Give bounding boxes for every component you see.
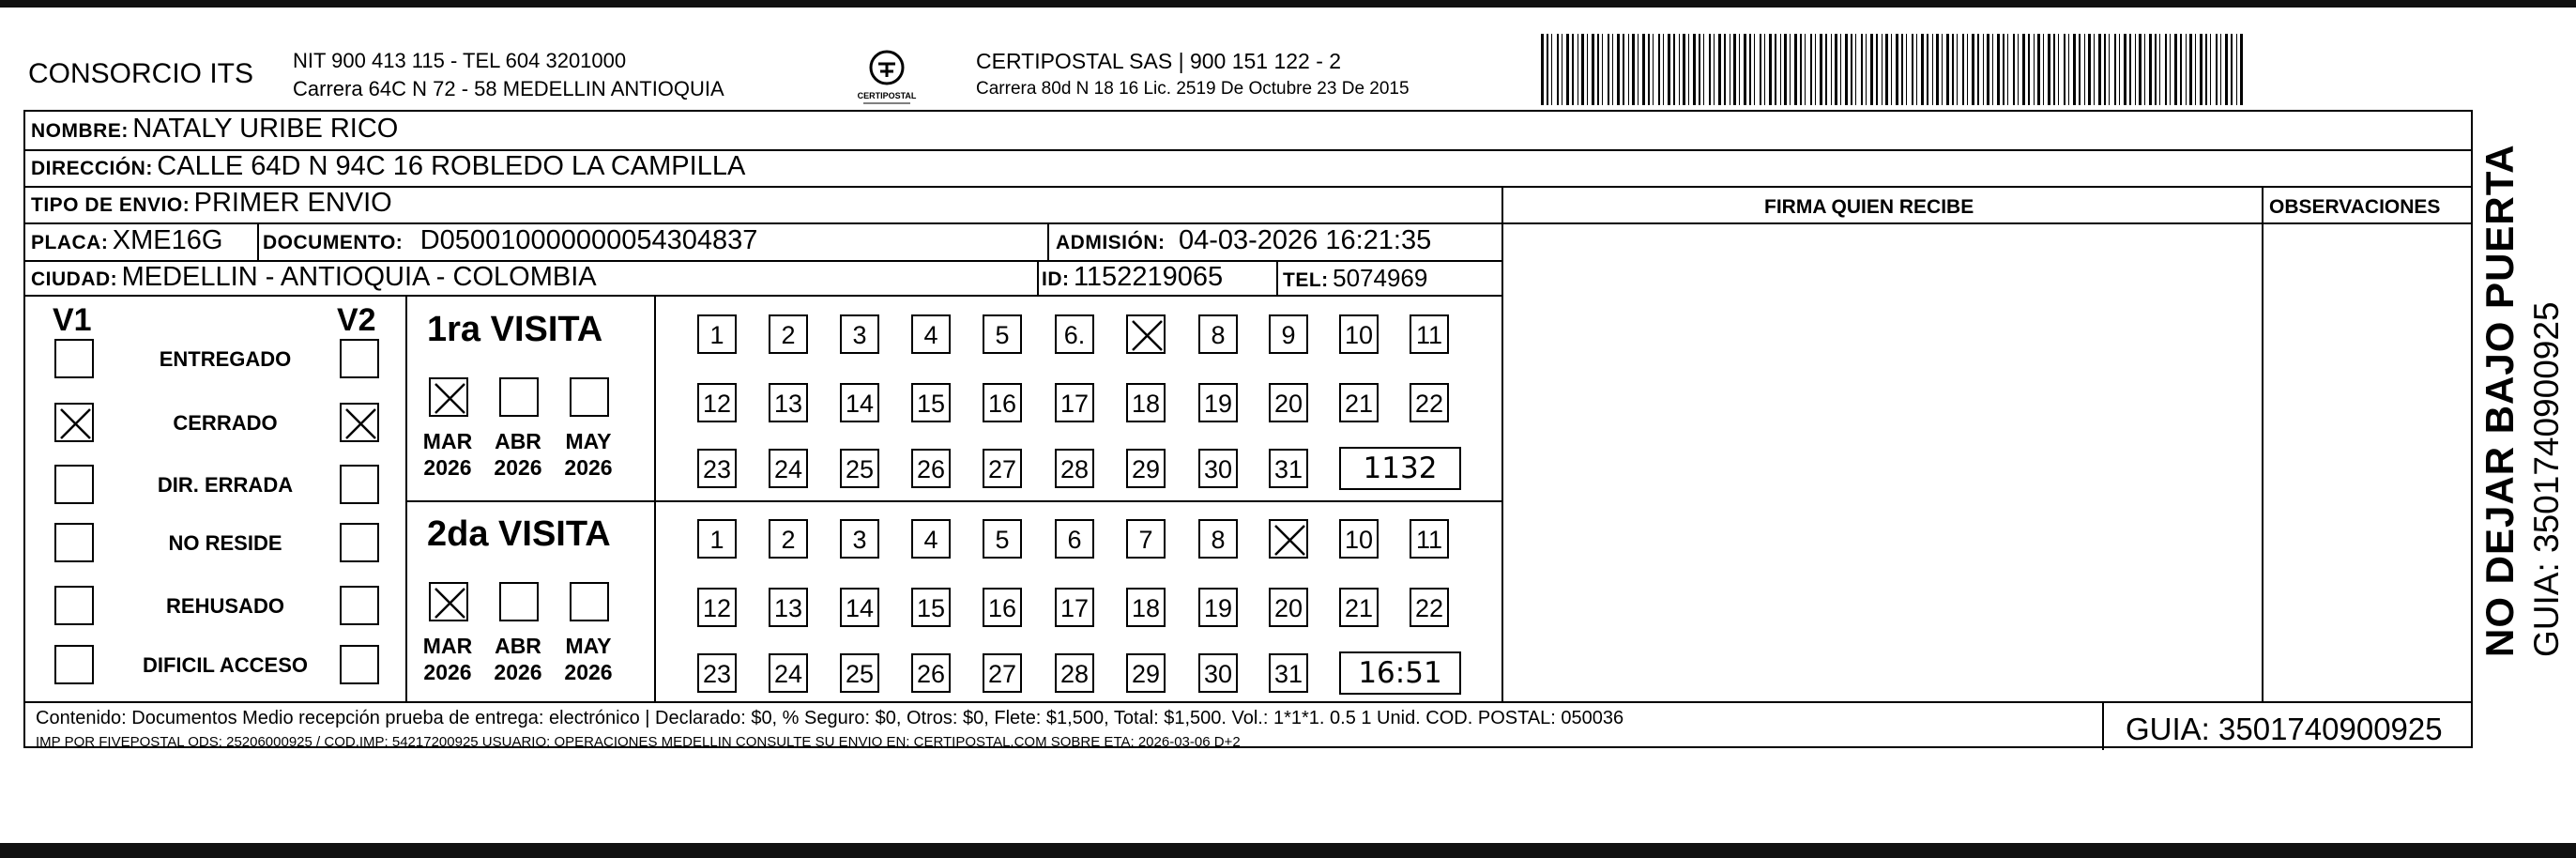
day-box[interactable]: 18 [1126, 588, 1166, 627]
certipostal-logo-icon [854, 45, 920, 107]
day-box[interactable]: 26 [911, 449, 951, 488]
day-box[interactable]: 20 [1269, 383, 1308, 422]
day-box[interactable]: 25 [840, 449, 879, 488]
v2-checkbox[interactable] [340, 465, 379, 504]
top-edge-bar [0, 0, 2576, 8]
day-box[interactable]: 3 [840, 314, 879, 354]
company-name: CONSORCIO ITS [28, 58, 254, 89]
day-box[interactable]: 17 [1055, 383, 1094, 422]
day-box[interactable]: 22 [1410, 588, 1449, 627]
status-label: CERRADO [173, 411, 278, 435]
day-box[interactable]: 31 [1269, 653, 1308, 693]
day-box[interactable]: 30 [1198, 653, 1238, 693]
day-box[interactable]: 10 [1339, 314, 1379, 354]
v1-header: V1 [53, 302, 92, 338]
v2-checkbox[interactable] [340, 523, 379, 562]
nombre-label: NOMBRE: [31, 120, 129, 142]
day-box[interactable]: 5 [983, 314, 1022, 354]
day-box[interactable]: 25 [840, 653, 879, 693]
month-checkbox[interactable] [570, 377, 609, 417]
day-box[interactable]: 29 [1126, 449, 1166, 488]
day-box[interactable]: 2 [769, 519, 808, 559]
day-box[interactable]: 6 [1055, 519, 1094, 559]
status-label: REHUSADO [166, 594, 284, 618]
tipo-envio-row [31, 188, 392, 219]
status-label: DIR. ERRADA [157, 473, 294, 497]
ciudad-value: MEDELLIN - ANTIOQUIA - COLOMBIA [121, 262, 597, 292]
day-box[interactable]: 15 [911, 588, 951, 627]
day-box[interactable]: 22 [1410, 383, 1449, 422]
x-mark-icon [56, 405, 96, 444]
side-guia-number: GUIA: 3501740900925 [2527, 301, 2566, 657]
v1-checkbox[interactable] [54, 465, 94, 504]
month-checkbox[interactable] [499, 377, 539, 417]
x-mark-icon [1271, 521, 1310, 560]
observaciones-area[interactable] [2262, 225, 2468, 695]
x-mark-icon [431, 584, 470, 623]
day-box[interactable]: 11 [1410, 519, 1449, 559]
month-checkbox[interactable] [499, 582, 539, 621]
day-box[interactable]: 14 [840, 383, 879, 422]
day-box[interactable]: 13 [769, 588, 808, 627]
day-box[interactable]: 16 [983, 588, 1022, 627]
day-box[interactable]: 29 [1126, 653, 1166, 693]
day-box[interactable]: 1 [697, 519, 737, 559]
firma-header: FIRMA QUIEN RECIBE [1764, 196, 1974, 218]
day-box[interactable]: 28 [1055, 449, 1094, 488]
documento-label: DOCUMENTO: [263, 232, 404, 253]
day-box[interactable]: 5 [983, 519, 1022, 559]
placa-label: PLACA: [31, 232, 109, 253]
day-box[interactable]: 2 [769, 314, 808, 354]
day-box[interactable]: 9 [1269, 314, 1308, 354]
month-checkbox[interactable] [429, 377, 468, 417]
tel-field [1283, 264, 1427, 293]
tipo-envio-label: TIPO DE ENVIO: [31, 194, 191, 216]
status-label: DIFICIL ACCESO [142, 653, 308, 677]
status-label: ENTREGADO [159, 347, 292, 371]
day-box[interactable]: 26 [911, 653, 951, 693]
impresion-line: IMP POR FIVEPOSTAL ODS: 25206000925 / COD.IMP: 54217200925 USUARIO: OPERACIONES MEDELLIN CONSULTE SU ENVIO EN: CERTIPOSTAL.COM SOBRE ETA: 2026-03-06 D+2 [36, 734, 1241, 750]
day-box[interactable]: 1 [697, 314, 737, 354]
v1-checkbox[interactable] [54, 645, 94, 684]
day-box[interactable] [1126, 314, 1166, 354]
id-value: 1152219065 [1073, 262, 1224, 292]
v2-checkbox[interactable] [340, 403, 379, 442]
v2-checkbox[interactable] [340, 586, 379, 625]
day-box[interactable]: 21 [1339, 588, 1379, 627]
month-label: MAY 2026 [564, 429, 613, 480]
certipostal-company: CERTIPOSTAL SAS | 900 151 122 - 2 [976, 49, 1342, 73]
v1-checkbox[interactable] [54, 339, 94, 378]
x-mark-icon [1128, 316, 1167, 356]
month-label: MAR 2026 [422, 634, 473, 684]
nombre-row [31, 114, 398, 145]
observaciones-header: OBSERVACIONES [2269, 196, 2441, 218]
day-box[interactable]: 23 [697, 449, 737, 488]
documento-value: D050010000000054304837 [419, 225, 758, 255]
nombre-value: NATALY URIBE RICO [132, 114, 399, 144]
x-mark-icon [342, 405, 381, 444]
visit-time-box[interactable]: 1132 [1339, 447, 1461, 490]
barcode [1539, 34, 2245, 105]
day-box[interactable]: 31 [1269, 449, 1308, 488]
certipostal-license: Carrera 80d N 18 16 Lic. 2519 De Octubre 23 De 2015 [976, 79, 1410, 99]
day-box[interactable]: 8 [1198, 314, 1238, 354]
month-label: ABR 2026 [494, 429, 542, 480]
day-box[interactable]: 24 [769, 653, 808, 693]
day-box[interactable]: 3 [840, 519, 879, 559]
day-box[interactable]: 12 [697, 588, 737, 627]
x-mark-icon [431, 379, 470, 419]
tel-value: 5074969 [1333, 264, 1428, 292]
company-address: Carrera 64C N 72 - 58 MEDELLIN ANTIOQUIA [293, 77, 724, 100]
admision-field [1056, 225, 1431, 256]
day-box[interactable]: 21 [1339, 383, 1379, 422]
logo-text: CERTIPOSTAL [857, 91, 917, 100]
month-label: ABR 2026 [494, 634, 542, 684]
no-dejar-bajo-puerta-label: NO DEJAR BAJO PUERTA [2477, 144, 2522, 657]
day-box[interactable]: 13 [769, 383, 808, 422]
month-checkbox[interactable] [570, 582, 609, 621]
month-label: MAR 2026 [422, 429, 473, 480]
day-box[interactable]: 20 [1269, 588, 1308, 627]
direccion-value: CALLE 64D N 94C 16 ROBLEDO LA CAMPILLA [157, 151, 746, 181]
day-box[interactable]: 23 [697, 653, 737, 693]
day-box[interactable]: 16 [983, 383, 1022, 422]
contenido-line: Contenido: Documentos Medio recepción prueba de entrega: electrónico | Declarado: $0, % Seguro: $0, Otros: $0, Flete: $1,500, Total: $1,500. Vol.: 1*1*1. 0.5 1 Unid. COD. POSTAL: 050036 [36, 708, 1624, 728]
day-box[interactable]: 24 [769, 449, 808, 488]
documento-field [263, 225, 757, 256]
v2-checkbox[interactable] [340, 339, 379, 378]
day-box[interactable]: 19 [1198, 588, 1238, 627]
admision-value: 04-03-2026 16:21:35 [1178, 225, 1432, 255]
admision-label: ADMISIÓN: [1056, 232, 1166, 253]
firma-area[interactable] [1501, 225, 2233, 695]
ciudad-label: CIUDAD: [31, 268, 118, 290]
id-label: ID: [1042, 268, 1070, 290]
day-box[interactable]: 10 [1339, 519, 1379, 559]
day-box[interactable]: 14 [840, 588, 879, 627]
visit-title: 2da VISITA [427, 514, 611, 554]
direccion-label: DIRECCIÓN: [31, 158, 153, 179]
v2-header: V2 [337, 302, 376, 338]
day-box[interactable] [1269, 519, 1308, 559]
v1-checkbox[interactable] [54, 403, 94, 442]
day-box[interactable]: 15 [911, 383, 951, 422]
id-field [1042, 262, 1223, 293]
company-nit: NIT 900 413 115 - TEL 604 3201000 [293, 49, 627, 72]
month-label: MAY 2026 [564, 634, 613, 684]
day-box[interactable]: 27 [983, 653, 1022, 693]
day-box[interactable]: 27 [983, 449, 1022, 488]
visit-title: 1ra VISITA [427, 310, 603, 349]
status-label: NO RESIDE [168, 531, 282, 555]
day-box[interactable]: 4 [911, 314, 951, 354]
v1-checkbox[interactable] [54, 523, 94, 562]
v2-checkbox[interactable] [340, 645, 379, 684]
visit-time-box[interactable]: 16:51 [1339, 651, 1461, 695]
day-box[interactable]: 11 [1410, 314, 1449, 354]
day-box[interactable]: 8 [1198, 519, 1238, 559]
day-box[interactable]: 28 [1055, 653, 1094, 693]
bottom-edge-bar [0, 843, 2576, 858]
direccion-row [31, 151, 745, 182]
tipo-envio-value: PRIMER ENVIO [193, 188, 392, 218]
day-box[interactable]: 18 [1126, 383, 1166, 422]
day-box[interactable]: 4 [911, 519, 951, 559]
v1-checkbox[interactable] [54, 586, 94, 625]
ciudad-field [31, 262, 597, 293]
day-box[interactable]: 12 [697, 383, 737, 422]
day-box[interactable]: 19 [1198, 383, 1238, 422]
day-box[interactable]: 6. [1055, 314, 1094, 354]
month-checkbox[interactable] [429, 582, 468, 621]
placa-value: XME16G [112, 225, 223, 255]
guia-number: GUIA: 3501740900925 [2126, 712, 2443, 746]
day-box[interactable]: 30 [1198, 449, 1238, 488]
day-box[interactable]: 17 [1055, 588, 1094, 627]
tel-label: TEL: [1283, 269, 1329, 291]
day-box[interactable]: 7 [1126, 519, 1166, 559]
placa-field [31, 225, 222, 256]
